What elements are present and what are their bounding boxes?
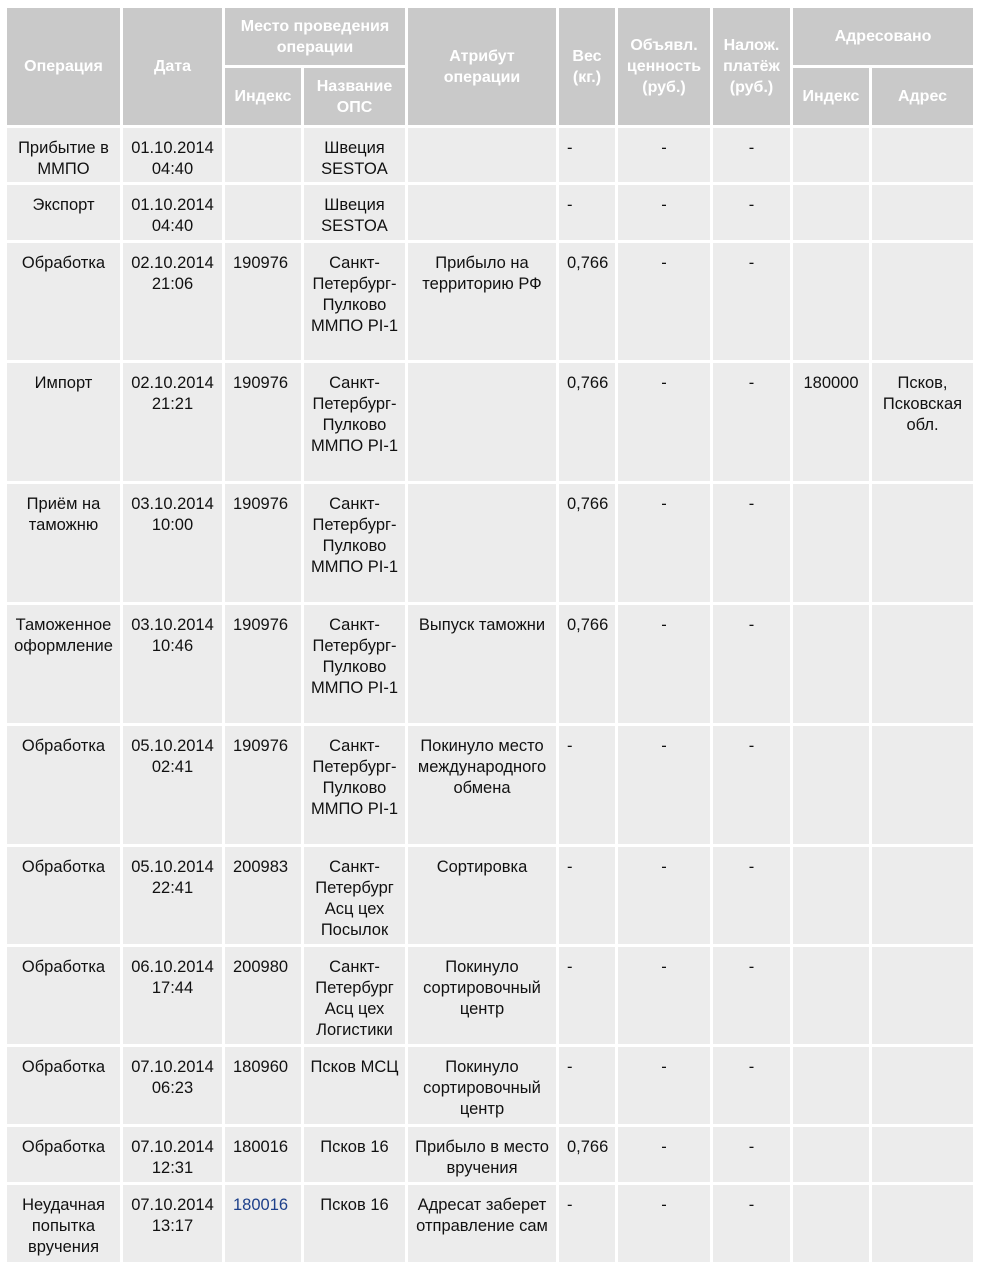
weight-cell: 0,766 xyxy=(559,243,615,360)
header-addressed: Адресовано xyxy=(793,8,973,65)
date-cell: 03.10.2014 10:46 xyxy=(123,605,222,723)
ops-index-cell: 200980 xyxy=(225,947,301,1044)
weight-cell: - xyxy=(559,847,615,944)
ops-index-cell: 190976 xyxy=(225,363,301,481)
table-row xyxy=(7,726,973,844)
operation-cell: Обработка xyxy=(7,947,120,1044)
operation-cell: Обработка xyxy=(7,847,120,944)
declared-value-cell: - xyxy=(618,243,710,360)
addr-index-cell: 180000 xyxy=(793,363,869,481)
weight-cell: 0,766 xyxy=(559,484,615,602)
ops-index-cell: 190976 xyxy=(225,243,301,360)
table-row xyxy=(7,1185,973,1262)
addr-address-cell xyxy=(872,128,973,182)
ops-index-cell: 200983 xyxy=(225,847,301,944)
cod-cell: - xyxy=(713,726,790,844)
addr-index-cell xyxy=(793,605,869,723)
cod-cell: - xyxy=(713,1185,790,1262)
operation-cell: Обработка xyxy=(7,1047,120,1124)
weight-cell: - xyxy=(559,1047,615,1124)
ops-index-cell: 180016 xyxy=(225,1127,301,1182)
date-cell: 06.10.2014 17:44 xyxy=(123,947,222,1044)
header-attribute: Атрибут операции xyxy=(408,8,556,125)
operation-cell: Импорт xyxy=(7,363,120,481)
operation-cell: Обработка xyxy=(7,243,120,360)
ops-name-cell: Санкт-Петербург-Пулково ММПО PI-1 xyxy=(304,243,405,360)
attribute-cell: Адресат заберет отправление сам xyxy=(408,1185,556,1262)
declared-value-cell: - xyxy=(618,128,710,182)
addr-address-cell xyxy=(872,947,973,1044)
weight-cell: - xyxy=(559,128,615,182)
weight-cell: 0,766 xyxy=(559,363,615,481)
addr-index-cell xyxy=(793,185,869,240)
table-row xyxy=(7,185,973,240)
cod-cell: - xyxy=(713,1127,790,1182)
table-row xyxy=(7,363,973,481)
operation-cell: Экспорт xyxy=(7,185,120,240)
date-cell: 07.10.2014 13:17 xyxy=(123,1185,222,1262)
ops-name-cell: Санкт-Петербург-Пулково ММПО PI-1 xyxy=(304,726,405,844)
table-row xyxy=(7,947,973,1044)
header-date: Дата xyxy=(123,8,222,125)
addr-address-cell xyxy=(872,1127,973,1182)
date-cell: 02.10.2014 21:06 xyxy=(123,243,222,360)
date-cell: 02.10.2014 21:21 xyxy=(123,363,222,481)
addr-address-cell xyxy=(872,726,973,844)
cod-cell: - xyxy=(713,847,790,944)
addr-address-cell: Псков, Псковская обл. xyxy=(872,363,973,481)
ops-index-cell xyxy=(225,128,301,182)
addr-index-cell xyxy=(793,726,869,844)
ops-name-cell: Швеция SESTOA xyxy=(304,185,405,240)
addr-index-cell xyxy=(793,1185,869,1262)
ops-name-cell: Санкт-Петербург Асц цех Логистики xyxy=(304,947,405,1044)
header-addr-index: Индекс xyxy=(793,68,869,125)
weight-cell: - xyxy=(559,726,615,844)
operation-cell: Прибытие в ММПО xyxy=(7,128,120,182)
attribute-cell: Прибыло в место вручения xyxy=(408,1127,556,1182)
operation-cell: Таможенное оформление xyxy=(7,605,120,723)
date-cell: 07.10.2014 12:31 xyxy=(123,1127,222,1182)
cod-cell: - xyxy=(713,1047,790,1124)
declared-value-cell: - xyxy=(618,1185,710,1262)
addr-index-cell xyxy=(793,947,869,1044)
addr-index-cell xyxy=(793,484,869,602)
ops-name-cell: Псков 16 xyxy=(304,1127,405,1182)
cod-cell: - xyxy=(713,128,790,182)
ops-name-cell: Псков 16 xyxy=(304,1185,405,1262)
ops-name-cell: Санкт-Петербург Асц цех Посылок xyxy=(304,847,405,944)
ops-name-cell: Псков МСЦ xyxy=(304,1047,405,1124)
weight-cell: 0,766 xyxy=(559,605,615,723)
weight-cell: - xyxy=(559,1185,615,1262)
attribute-cell xyxy=(408,484,556,602)
date-cell: 07.10.2014 06:23 xyxy=(123,1047,222,1124)
weight-cell: 0,766 xyxy=(559,1127,615,1182)
cod-cell: - xyxy=(713,185,790,240)
header-weight: Вес (кг.) xyxy=(559,8,615,125)
attribute-cell: Покинуло место международного обмена xyxy=(408,726,556,844)
ops-index-cell: 180960 xyxy=(225,1047,301,1124)
attribute-cell xyxy=(408,128,556,182)
attribute-cell xyxy=(408,363,556,481)
table-row xyxy=(7,847,973,944)
attribute-cell: Покинуло сортировочный центр xyxy=(408,947,556,1044)
header-place-index: Индекс xyxy=(225,68,301,125)
date-cell: 05.10.2014 22:41 xyxy=(123,847,222,944)
ops-index-cell xyxy=(225,1185,301,1262)
tracking-table xyxy=(4,5,976,1265)
cod-cell: - xyxy=(713,243,790,360)
operation-cell: Приём на таможню xyxy=(7,484,120,602)
date-cell: 01.10.2014 04:40 xyxy=(123,128,222,182)
declared-value-cell: - xyxy=(618,847,710,944)
operation-cell: Неудачная попытка вручения xyxy=(7,1185,120,1262)
declared-value-cell: - xyxy=(618,1047,710,1124)
declared-value-cell: - xyxy=(618,185,710,240)
declared-value-cell: - xyxy=(618,605,710,723)
table-row xyxy=(7,1047,973,1124)
addr-index-cell xyxy=(793,243,869,360)
operation-cell: Обработка xyxy=(7,1127,120,1182)
weight-cell: - xyxy=(559,947,615,1044)
table-row xyxy=(7,128,973,182)
declared-value-cell: - xyxy=(618,947,710,1044)
header-declared-value: Объявл. ценность (руб.) xyxy=(618,8,710,125)
cod-cell: - xyxy=(713,363,790,481)
cod-cell: - xyxy=(713,484,790,602)
header-cod: Налож. платёж (руб.) xyxy=(713,8,790,125)
table-row xyxy=(7,484,973,602)
addr-address-cell xyxy=(872,484,973,602)
ops-index-cell: 190976 xyxy=(225,605,301,723)
ops-name-cell: Санкт-Петербург-Пулково ММПО PI-1 xyxy=(304,605,405,723)
addr-index-cell xyxy=(793,1047,869,1124)
header-addr-address: Адрес xyxy=(872,68,973,125)
declared-value-cell: - xyxy=(618,484,710,602)
ops-name-cell: Санкт-Петербург-Пулково ММПО PI-1 xyxy=(304,484,405,602)
cod-cell: - xyxy=(713,605,790,723)
ops-index-cell: 190976 xyxy=(225,484,301,602)
attribute-cell: Прибыло на территорию РФ xyxy=(408,243,556,360)
addr-address-cell xyxy=(872,847,973,944)
addr-address-cell xyxy=(872,185,973,240)
declared-value-cell: - xyxy=(618,726,710,844)
addr-address-cell xyxy=(872,1047,973,1124)
attribute-cell: Покинуло сортировочный центр xyxy=(408,1047,556,1124)
addr-index-cell xyxy=(793,1127,869,1182)
date-cell: 05.10.2014 02:41 xyxy=(123,726,222,844)
ops-name-cell: Швеция SESTOA xyxy=(304,128,405,182)
header-place: Место проведения операции xyxy=(225,8,405,65)
date-cell: 01.10.2014 04:40 xyxy=(123,185,222,240)
ops-name-cell: Санкт-Петербург-Пулково ММПО PI-1 xyxy=(304,363,405,481)
ops-index-cell: 190976 xyxy=(225,726,301,844)
addr-address-cell xyxy=(872,1185,973,1262)
operation-cell: Обработка xyxy=(7,726,120,844)
addr-address-cell xyxy=(872,243,973,360)
declared-value-cell: - xyxy=(618,1127,710,1182)
table-row xyxy=(7,243,973,360)
attribute-cell: Сортировка xyxy=(408,847,556,944)
table-row xyxy=(7,605,973,723)
attribute-cell: Выпуск таможни xyxy=(408,605,556,723)
weight-cell: - xyxy=(559,185,615,240)
table-row xyxy=(7,1127,973,1182)
ops-index-cell xyxy=(225,185,301,240)
addr-index-cell xyxy=(793,847,869,944)
addr-address-cell xyxy=(872,605,973,723)
declared-value-cell: - xyxy=(618,363,710,481)
header-operation: Операция xyxy=(7,8,120,125)
header-place-name: Название ОПС xyxy=(304,68,405,125)
attribute-cell xyxy=(408,185,556,240)
date-cell: 03.10.2014 10:00 xyxy=(123,484,222,602)
ops-index-link[interactable]: 180016 xyxy=(233,1196,289,1214)
addr-index-cell xyxy=(793,128,869,182)
cod-cell: - xyxy=(713,947,790,1044)
